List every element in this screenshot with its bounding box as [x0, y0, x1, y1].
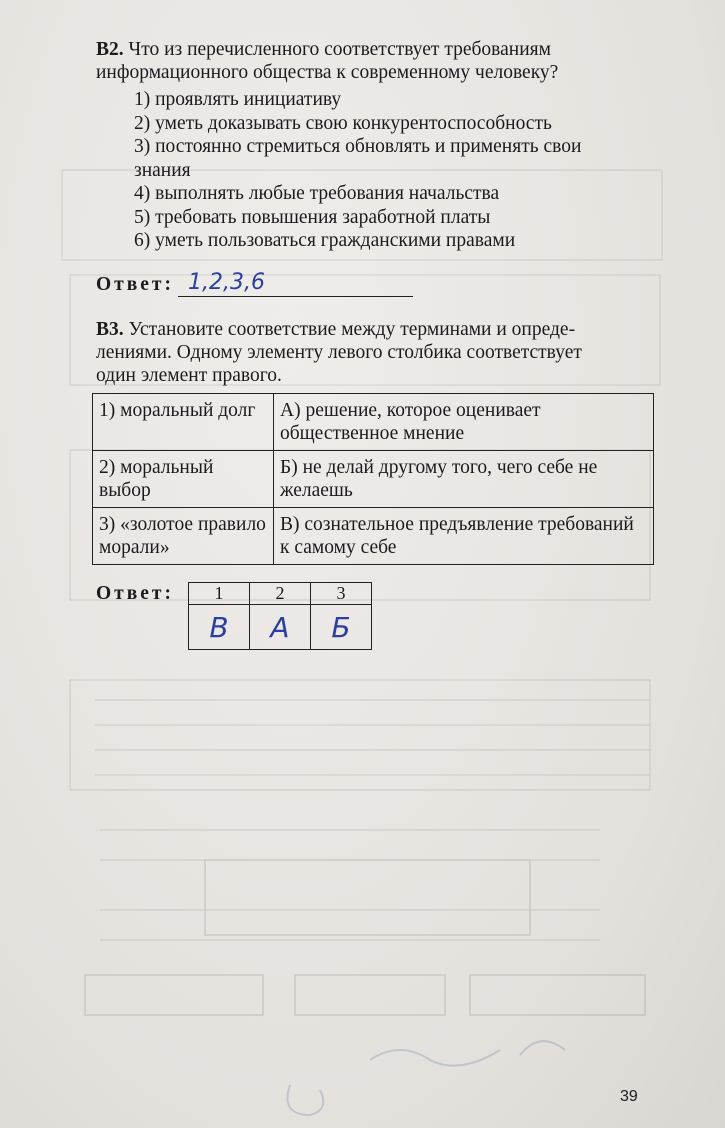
- b2-options-list: [134, 88, 674, 253]
- b3-answer-header-3: 3: [311, 583, 372, 605]
- b3-handwritten-1: В: [209, 610, 229, 644]
- b3-answer-cell-3[interactable]: [311, 605, 372, 650]
- b3-term-1: 1) моральный долг: [93, 394, 274, 451]
- b3-question: [96, 318, 666, 387]
- b2-option-2: 2) уметь доказывать свою конкурентоспособность: [134, 112, 552, 134]
- b2-handwritten-answer: 1,2,3,6: [188, 270, 265, 295]
- b2-option-1: 1) проявлять инициативу: [134, 89, 342, 110]
- b2-answer-label: Ответ:: [96, 274, 175, 295]
- b3-definition-a: А) решение, которое оценивает общественное мнение: [274, 394, 654, 451]
- b3-question-text-2: лениями. Одному элементу левого столбика соответствует: [96, 342, 582, 363]
- b3-handwritten-2: А: [270, 610, 290, 644]
- b2-option-3: 3) постоянно стремиться обновлять и применять свои: [134, 136, 582, 157]
- b2-answer-line[interactable]: [178, 296, 413, 297]
- table-row: [93, 508, 654, 565]
- b2-option-3-cont: знания: [134, 159, 191, 181]
- b3-answer-header-2: 2: [250, 583, 311, 605]
- b3-question-text-1: Установите соответствие между терминами и опреде-: [128, 319, 576, 340]
- page-number: 39: [620, 1088, 638, 1105]
- b2-question-text-2: информационного общества к современному человеку?: [96, 62, 559, 83]
- b3-answer-cell-2[interactable]: [250, 605, 311, 650]
- b3-term-3: 3) «золотое правило морали»: [93, 508, 274, 565]
- b3-definition-b: Б) не делай другому того, чего себе не желаешь: [274, 451, 654, 508]
- b3-term-2: 2) моральный выбор: [93, 451, 274, 508]
- b3-answer-header-1: 1: [189, 583, 250, 605]
- b3-answer-label: Ответ:: [96, 583, 175, 604]
- b3-answer-grid: [188, 582, 372, 650]
- b2-option-4: 4) выполнять любые требования начальства: [134, 183, 500, 204]
- b3-label: В3.: [96, 319, 124, 340]
- b2-option-5: 5) требовать повышения заработной платы: [134, 206, 491, 228]
- b2-question: [96, 38, 666, 84]
- b2-label: В2.: [96, 39, 124, 60]
- b2-question-text-1: Что из перечисленного соответствует требованиям: [128, 39, 551, 60]
- b3-matching-table: [92, 393, 654, 565]
- b3-answer-cell-1[interactable]: [189, 605, 250, 650]
- b3-definition-c: В) сознательное предъявление требований к самому себе: [274, 508, 654, 565]
- b3-question-text-3: один элемент правого.: [96, 365, 282, 386]
- table-row: [93, 451, 654, 508]
- b3-handwritten-3: Б: [331, 610, 351, 644]
- b2-option-6: 6) уметь пользоваться гражданскими правами: [134, 230, 516, 251]
- table-row: [93, 394, 654, 451]
